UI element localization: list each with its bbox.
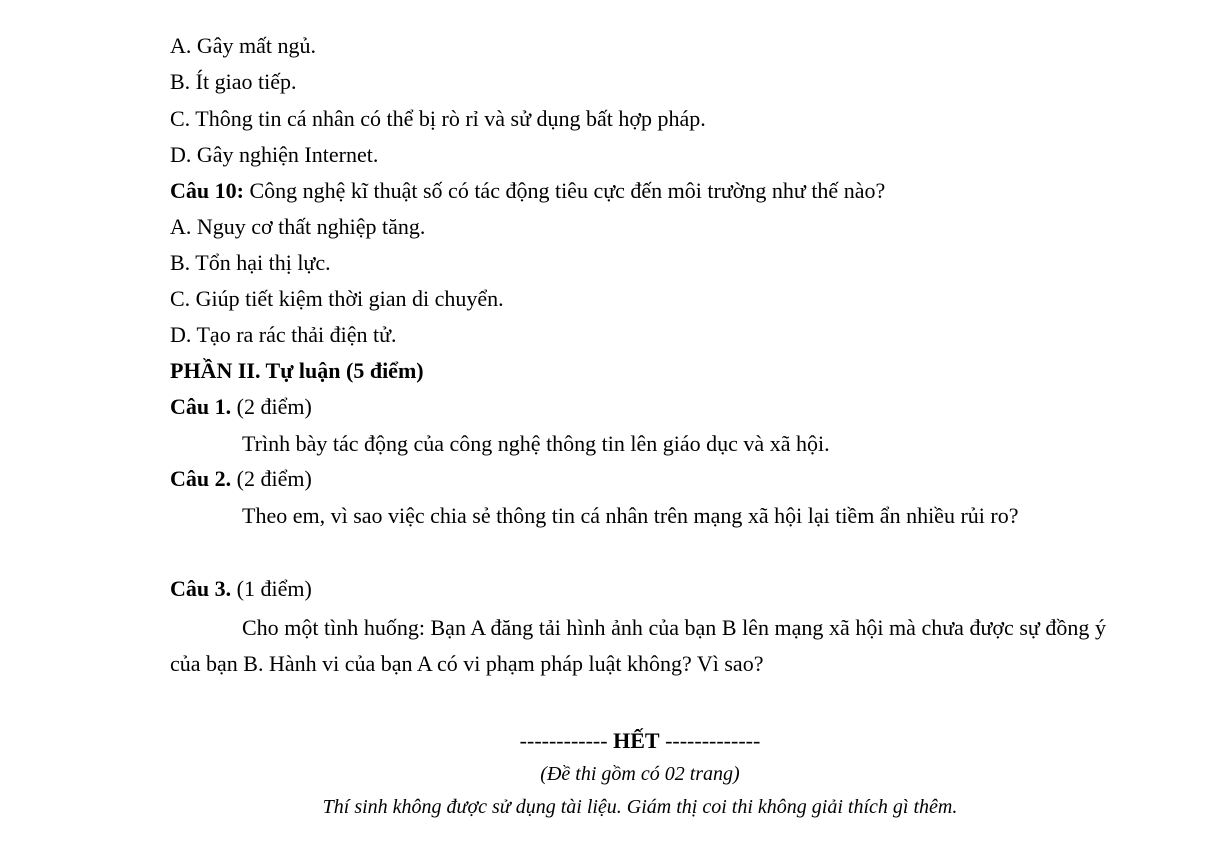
q10-option-c: C. Giúp tiết kiệm thời gian di chuyển.	[170, 286, 504, 311]
essay-q1-label: Câu 1.	[170, 394, 232, 419]
essay-q1-text: Trình bày tác động của công nghệ thông tin lên giáo dục và xã hội.	[242, 431, 830, 456]
q10-question	[170, 178, 885, 204]
q9-option-a: A. Gây mất ngủ.	[170, 33, 317, 58]
q9-option-c: C. Thông tin cá nhân có thể bị rò rỉ và sử dụng bất hợp pháp.	[170, 106, 706, 131]
q10-option-a: A. Nguy cơ thất nghiệp tăng.	[170, 214, 426, 239]
end-dashes-right: -------------	[659, 728, 761, 753]
essay-q3-text: Cho một tình huống: Bạn A đăng tải hình ảnh của bạn B lên mạng xã hội mà chưa được sự đồng ý của bạn B. Hành vi của bạn A có vi phạm pháp luật không? Vì sao?	[170, 615, 1106, 676]
essay-q3-points: (1 điểm)	[231, 576, 312, 601]
essay-q3-header	[170, 576, 312, 602]
pages-note: (Đề thi gồm có 02 trang)	[540, 763, 740, 785]
end-marker	[0, 728, 1224, 754]
essay-q1-points: (2 điểm)	[231, 394, 312, 419]
q10-option-d: D. Tạo ra rác thải điện tử.	[170, 322, 397, 347]
essay-q3-label: Câu 3.	[170, 576, 232, 601]
end-word: HẾT	[613, 728, 660, 753]
end-dashes-left: ------------	[519, 728, 614, 753]
essay-q2-header	[170, 466, 312, 492]
q10-label: Câu 10:	[170, 178, 244, 203]
exam-instruction: Thí sinh không được sử dụng tài liệu. Giám thị coi thi không giải thích gì thêm.	[322, 796, 958, 818]
part2-heading: PHẦN II. Tự luận (5 điểm)	[170, 358, 424, 383]
q9-option-d: D. Gây nghiện Internet.	[170, 142, 379, 167]
essay-q2-text: Theo em, vì sao việc chia sẻ thông tin cá nhân trên mạng xã hội lại tiềm ẩn nhiều rủi ro?	[242, 503, 1019, 528]
essay-q2-points: (2 điểm)	[231, 466, 312, 491]
q10-text: Công nghệ kĩ thuật số có tác động tiêu cực đến môi trường như thế nào?	[243, 178, 886, 203]
q10-option-b: B. Tổn hại thị lực.	[170, 250, 331, 275]
essay-q2-label: Câu 2.	[170, 466, 232, 491]
essay-q1-header	[170, 394, 312, 420]
q9-option-b: B. Ít giao tiếp.	[170, 69, 297, 94]
